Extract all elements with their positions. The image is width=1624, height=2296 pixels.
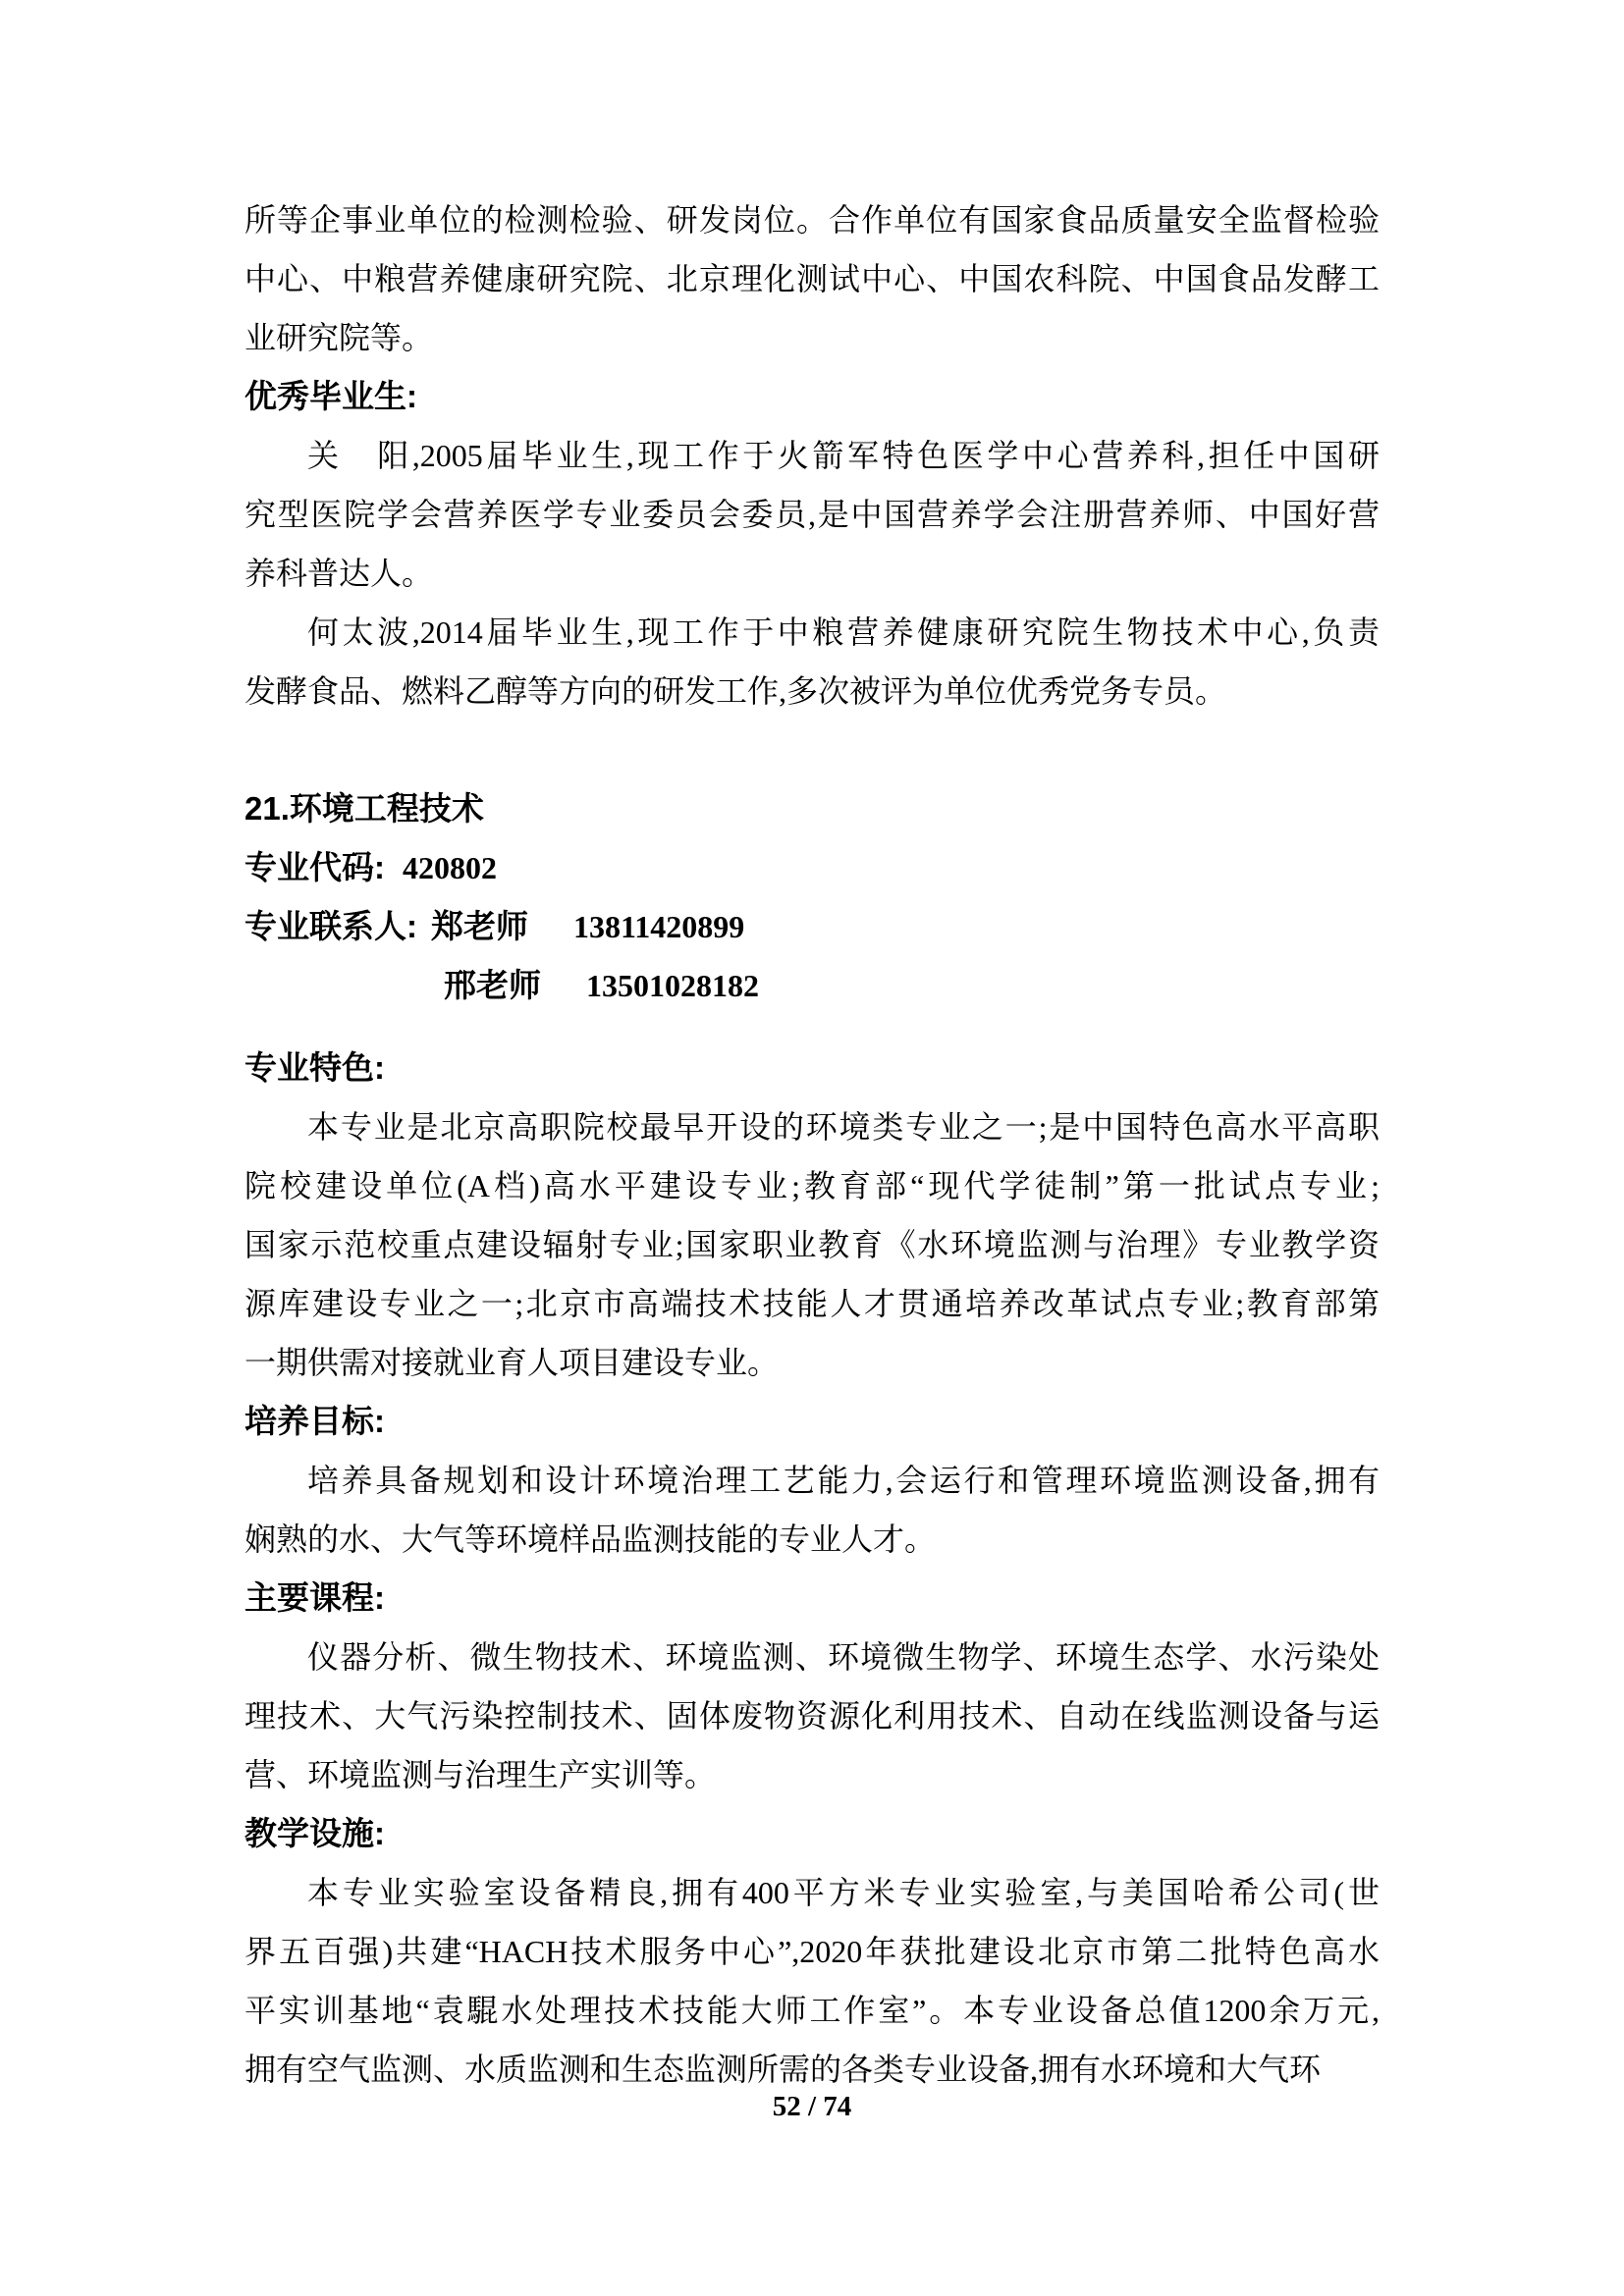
para-graduate-hetaibo — [244, 603, 1380, 721]
text-line: 营、环境监测与治理生产实训等。 — [244, 1757, 717, 1792]
para-cooperation-units — [244, 190, 1380, 367]
text-line: 业研究院等。 — [244, 320, 434, 355]
text-line: 何太波,2014届毕业生,现工作于中粮营养健康研究院生物技术中心,负责 — [307, 614, 1380, 650]
text-line: 娴熟的水、大气等环境样品监测技能的专业人才。 — [244, 1522, 937, 1557]
heading-major-21-environmental-engineering: 21.环境工程技术 — [244, 790, 484, 827]
text-line: 本专业是北京高职院校最早开设的环境类专业之一;是中国特色高水平高职 — [307, 1109, 1380, 1145]
heading-major-features: 专业特色: — [244, 1049, 385, 1086]
text-line: 发酵食品、燃料乙醇等方向的研发工作,多次被评为单位优秀党务专员。 — [244, 673, 1227, 709]
para-graduate-guanyang — [244, 426, 1380, 603]
text-line: 仪器分析、微生物技术、环境监测、环境微生物学、环境生态学、水污染处 — [307, 1639, 1380, 1675]
text-line: 本专业实验室设备精良,拥有400平方米专业实验室,与美国哈希公司(世 — [307, 1875, 1380, 1910]
major-code-value: 420802 — [403, 850, 497, 885]
text-line: 究型医院学会营养医学专业委员会委员,是中国营养学会注册营养师、中国好营 — [244, 497, 1380, 532]
heading-main-courses: 主要课程: — [244, 1579, 385, 1616]
text-line: 所等企事业单位的检测检验、研发岗位。合作单位有国家食品质量安全监督检验 — [244, 202, 1380, 238]
text-line: 界五百强)共建“HACH技术服务中心”,2020年获批建设北京市第二批特色高水 — [244, 1934, 1380, 1969]
teacher-phone: 13811420899 — [573, 909, 745, 944]
para-main-courses — [244, 1628, 1380, 1804]
teacher-name: 郑老师 — [431, 908, 528, 944]
text-line: 一期供需对接就业育人项目建设专业。 — [244, 1345, 780, 1380]
text-line: 国家示范校重点建设辐射专业;国家职业教育《水环境监测与治理》专业教学资 — [244, 1227, 1380, 1262]
text-line: 中心、中粮营养健康研究院、北京理化测试中心、中国农科院、中国食品发酵工 — [244, 261, 1380, 296]
text-line: 源库建设专业之一;北京市高端技术技能人才贯通培养改革试点专业;教育部第 — [244, 1286, 1380, 1321]
contact-line-2 — [244, 956, 1380, 1015]
text-line: 院校建设单位(A档)高水平建设专业;教育部“现代学徒制”第一批试点专业; — [244, 1168, 1380, 1203]
heading-outstanding-graduates: 优秀毕业生: — [244, 378, 417, 414]
contact-line-1 — [244, 897, 1380, 956]
heading-teaching-facilities: 教学设施: — [244, 1815, 385, 1851]
contact-label: 专业联系人: — [244, 908, 417, 944]
page-number: 52 / 74 — [772, 2091, 852, 2122]
teacher-name: 邢老师 — [444, 967, 541, 1003]
document-body — [244, 190, 1380, 2099]
para-training-objectives — [244, 1451, 1380, 1569]
teacher-phone: 13501028182 — [586, 968, 759, 1003]
major-code — [244, 838, 1380, 897]
major-code-label: 专业代码: — [244, 849, 385, 885]
text-line: 关 阳,2005届毕业生,现工作于火箭军特色医学中心营养科,担任中国研 — [307, 438, 1380, 473]
text-line: 拥有空气监测、水质监测和生态监测所需的各类专业设备,拥有水环境和大气环 — [244, 2052, 1322, 2087]
para-teaching-facilities — [244, 1863, 1380, 2099]
text-line: 培养具备规划和设计环境治理工艺能力,会运行和管理环境监测设备,拥有 — [307, 1463, 1380, 1498]
heading-training-objectives: 培养目标: — [244, 1403, 385, 1439]
blank-line — [244, 721, 1380, 779]
text-line: 平实训基地“袁騉水处理技术技能大师工作室”。本专业设备总值1200余万元, — [244, 1993, 1380, 2028]
text-line: 理技术、大气污染控制技术、固体废物资源化利用技术、自动在线监测设备与运 — [244, 1698, 1380, 1734]
para-major-features — [244, 1097, 1380, 1392]
text-line: 养科普达人。 — [244, 556, 434, 591]
